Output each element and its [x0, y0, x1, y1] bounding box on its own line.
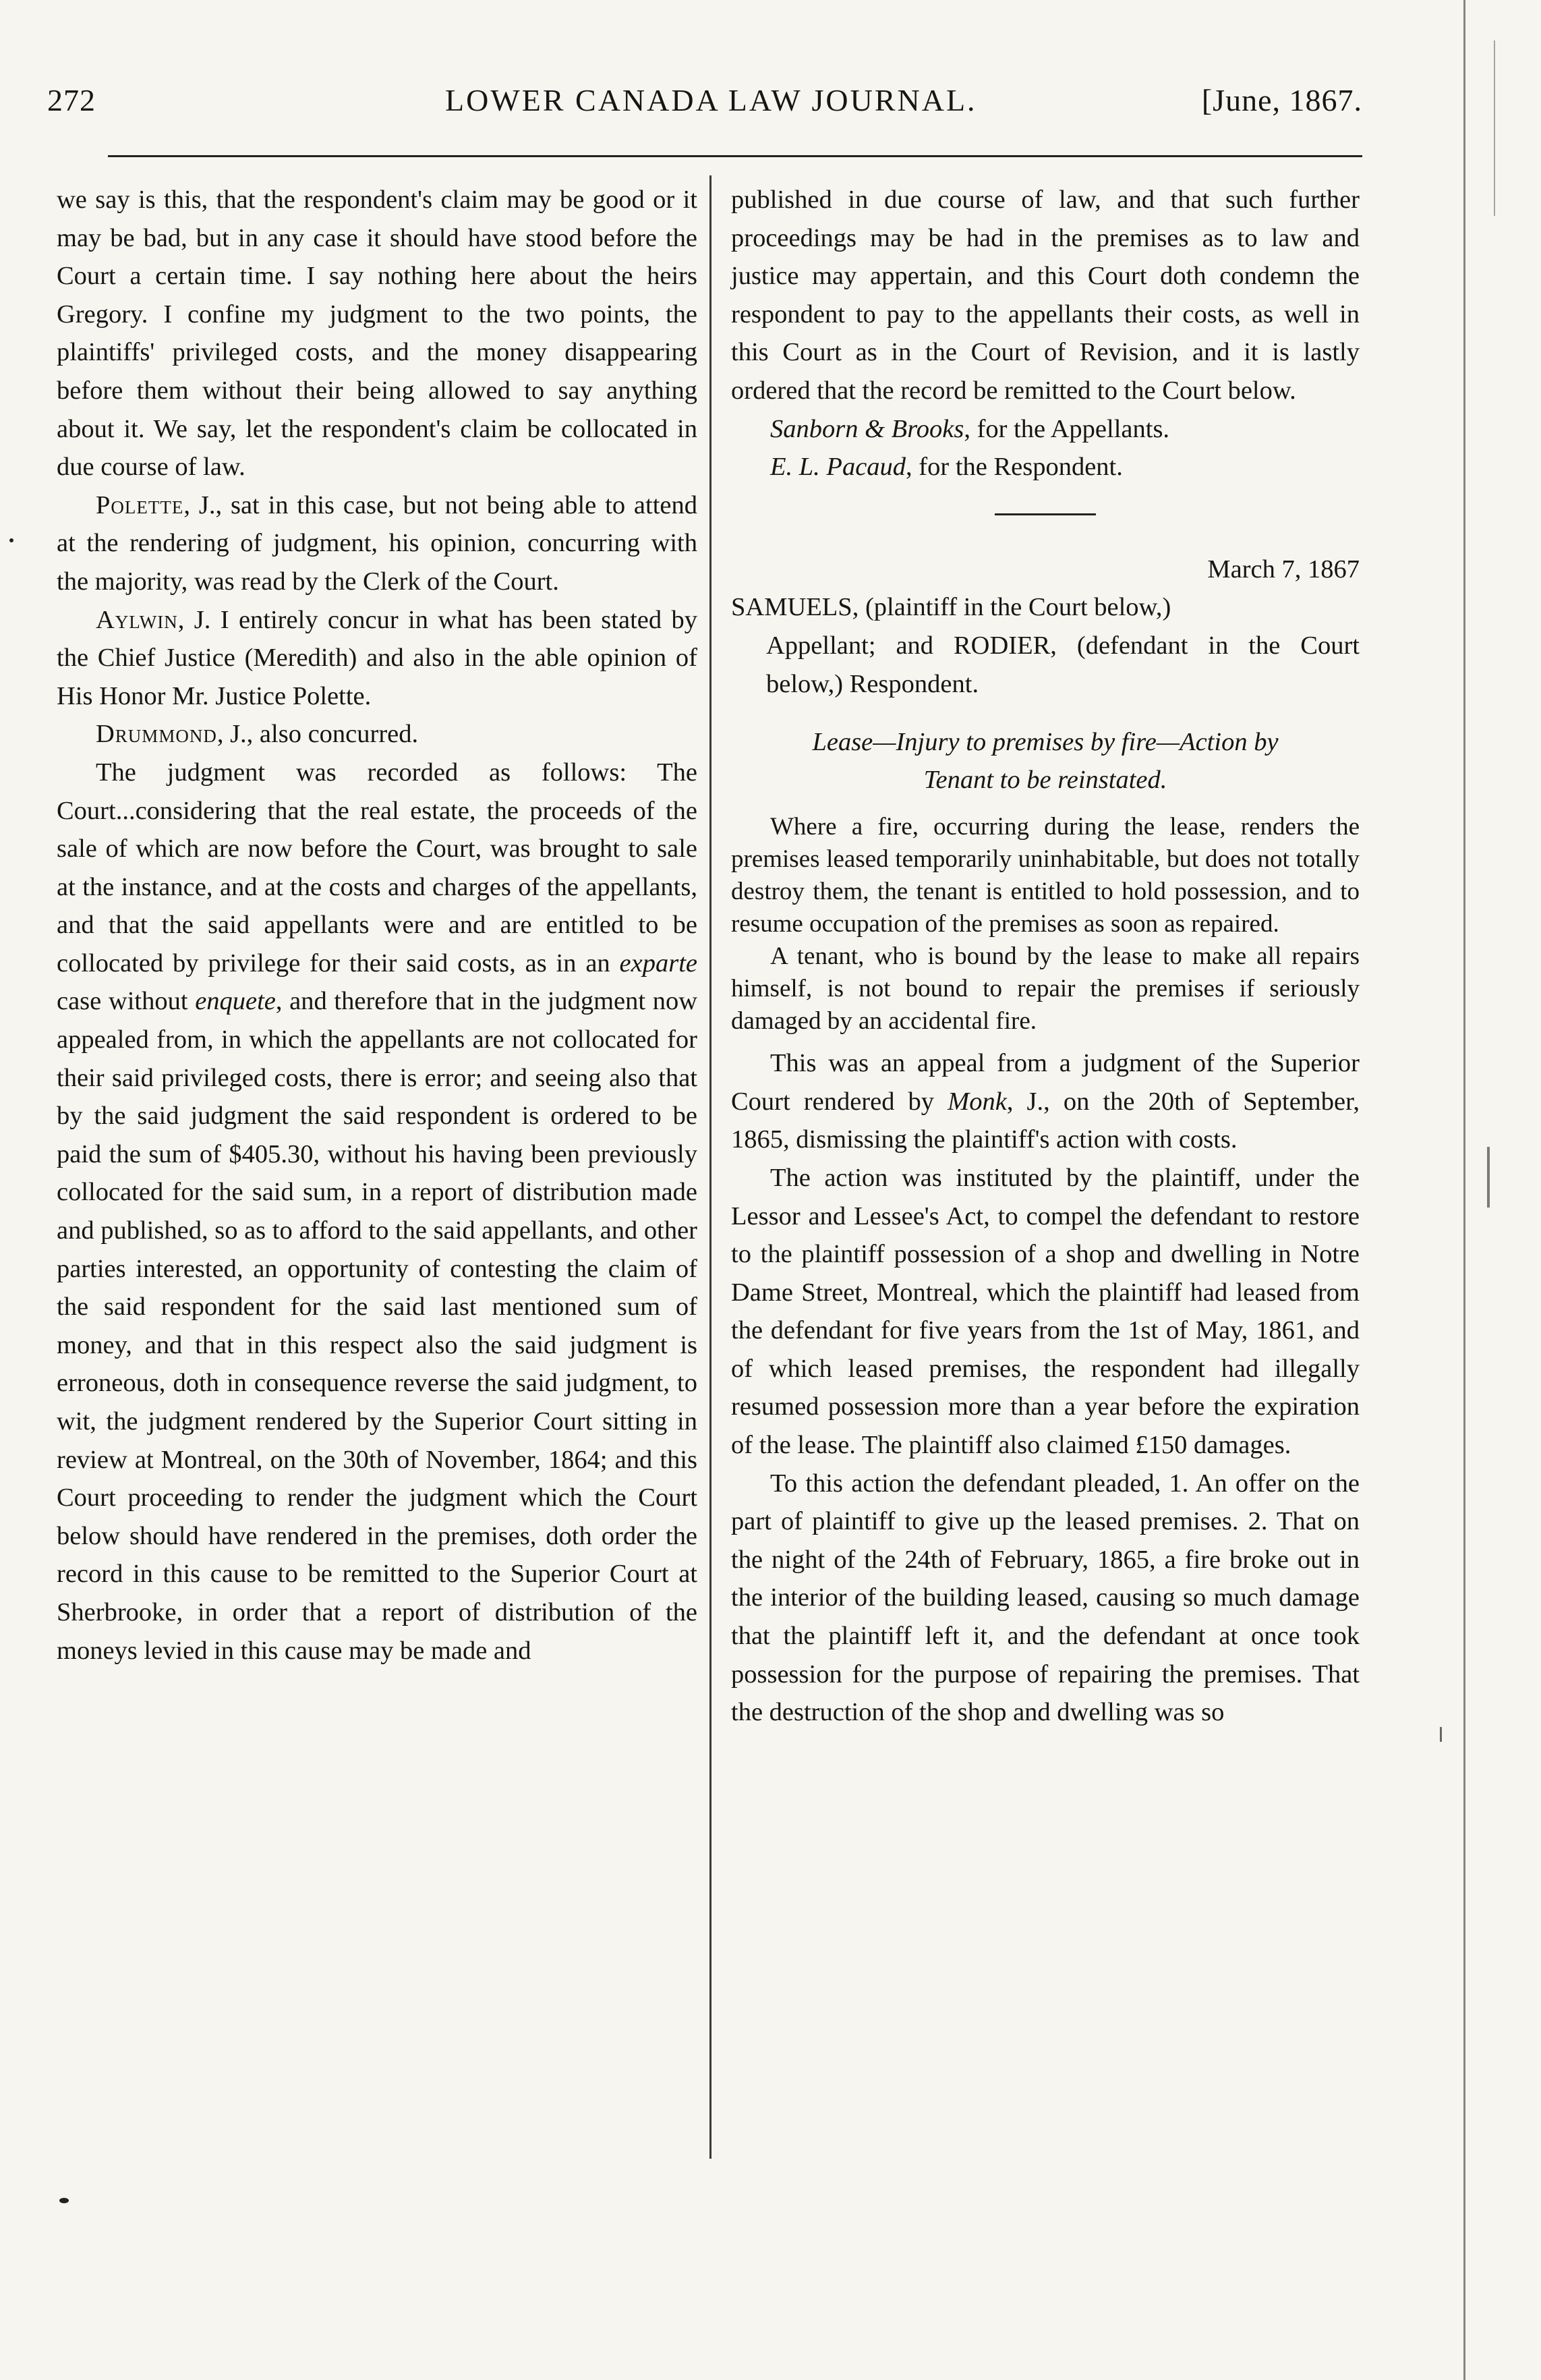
- page-header: [47, 82, 1362, 143]
- paragraph-drummond: Drummond, J., also concurred.: [96, 720, 419, 749]
- page-edge-mark: [1494, 40, 1495, 216]
- paragraph-aylwin: Aylwin, J. I entirely concur in what has been stated by the Chief Justice (Meredith) and also in the able opinion of His Honor Mr. Justice Polette.: [57, 605, 697, 710]
- issue-date: [June, 1867.: [1201, 83, 1362, 117]
- paragraph-judgment: The judgment was recorded as follows: The Court...considering that the real estate, the proceeds of the sale of which are now before the Court, was brought to sale at the instance, and at the costs and charges of the appellants, and that the said appellants were and are entitled to be collocated by privilege for their said costs, as in an exparte case without enquete, and therefore that in the judgment now appealed from, in which the appellants are not collocated for their said privileged costs, there is error; and seeing also that by the said judgment the said respondent is ordered to be paid the sum of $405.30, without his having been previously collocated for the said sum, in a report of distribution made and published, so as to afford to the said appellants, and other parties interested, an opportunity of contesting the claim of the said respondent for the said last mentioned sum of money, and that in this respect also the said judgment is erroneous, doth in consequence reverse the said judgment, to wit, the judgment rendered by the Superior Court sitting in review at Montreal, on the 30th of November, 1864; and this Court proceeding to render the judgment which the Court below should have rendered in the premises, doth order the record in this cause to be remitted to the Superior Court at Sherbrooke, in order that a report of distribution of the moneys levied in this cause may be made and: [57, 758, 697, 1665]
- paragraph-plea: To this action the defendant pleaded, 1. An offer on the part of plaintiff to give up the leased premises. 2. That on the night of the 24th of February, 1865, a fire broke out in the interior of the building leased, causing so much damage that the plaintiff left it, and the defendant at once took possession for the purpose of repairing the premises. That the destruction of the shop and dwelling was so: [731, 1469, 1360, 1727]
- counsel-name: E. L. Pacaud: [770, 453, 906, 482]
- page-edge-mark: [1440, 1727, 1442, 1742]
- counsel-respondent: E. L. Pacaud, for the Respondent.: [770, 453, 1123, 482]
- case-date: March 7, 1867: [1207, 555, 1360, 584]
- ink-speck: [9, 538, 13, 542]
- judge-name: Polette: [96, 490, 184, 519]
- left-column: [57, 181, 697, 1670]
- case-title: SAMUELS, (plaintiff in the Court below,) Appellant; and RODIER, (defendant in the Court below,) Respondent.: [731, 593, 1360, 698]
- ink-speck: [59, 2198, 69, 2203]
- page-number: 272: [47, 83, 96, 117]
- headnote-summary-2: A tenant, who is bound by the lease to make all repairs himself, is not bound to repair the premises if seriously damaged by an accidental fire.: [731, 942, 1360, 1036]
- section-separator: [995, 513, 1096, 515]
- journal-title: LOWER CANADA LAW JOURNAL.: [445, 83, 977, 117]
- counsel-appellants: Sanborn & Brooks, for the Appellants.: [770, 414, 1170, 443]
- judge-name: Aylwin: [96, 605, 178, 634]
- term-enquete: enquete: [195, 987, 276, 1016]
- page-edge-mark: [1487, 1147, 1490, 1208]
- paragraph-action: The action was instituted by the plaintiff, under the Lessor and Lessee's Act, to compel the defendant to restore to the plaintiff possession of a shop and dwelling in Notre Dame Street, Montreal, which the plaintiff had leased from the defendant for five years from the 1st of May, 1861, and of which leased premises, the respondent had illegally resumed possession more than a year before the expiration of the lease. The plaintiff also claimed £150 damages.: [731, 1163, 1360, 1460]
- judge-name-italic: Monk: [948, 1087, 1007, 1116]
- headnote-summary-1: Where a fire, occurring during the lease, renders the premises leased temporarily uninhabitable, but does not totally destroy them, the tenant is entitled to hold possession, and to resume occupation of the premises as soon as repaired.: [731, 813, 1360, 938]
- term-exparte: exparte: [619, 948, 697, 978]
- page-edge-mark: [1463, 0, 1465, 2380]
- judge-name: Drummond: [96, 720, 217, 749]
- headnote: Lease—Injury to premises by fire—Action by Tenant to be reinstated.: [812, 728, 1279, 795]
- right-column: [731, 181, 1360, 1732]
- paragraph-appeal: This was an appeal from a judgment of the Superior Court rendered by Monk, J., on the 20th of September, 1865, dismissing the plaintiff's action with costs.: [731, 1049, 1360, 1154]
- counsel-name: Sanborn & Brooks: [770, 414, 964, 443]
- paragraph-continued: we say is this, that the respondent's claim may be good or it may be bad, but in any case it should have stood before the Court a certain time. I say nothing here about the heirs Gregory. I confine my judgment to the two points, the plaintiffs' privileged costs, and the money disappearing before them without their being allowed to say anything about it. We say, let the respondent's claim be collocated in due course of law.: [57, 186, 697, 482]
- header-rule: [108, 155, 1362, 157]
- paragraph-continued-right: published in due course of law, and that such further proceedings may be had in the premises as to law and justice may appertain, and this Court doth condemn the respondent to pay to the appellants their costs, as well in this Court as in the Court of Revision, and it is lastly ordered that the record be remitted to the Court below.: [731, 186, 1360, 405]
- column-divider: [709, 175, 711, 2159]
- paragraph-polette: Polette, J., sat in this case, but not being able to attend at the rendering of judgment, his opinion, concurring with the majority, was read by the Clerk of the Court.: [57, 490, 697, 596]
